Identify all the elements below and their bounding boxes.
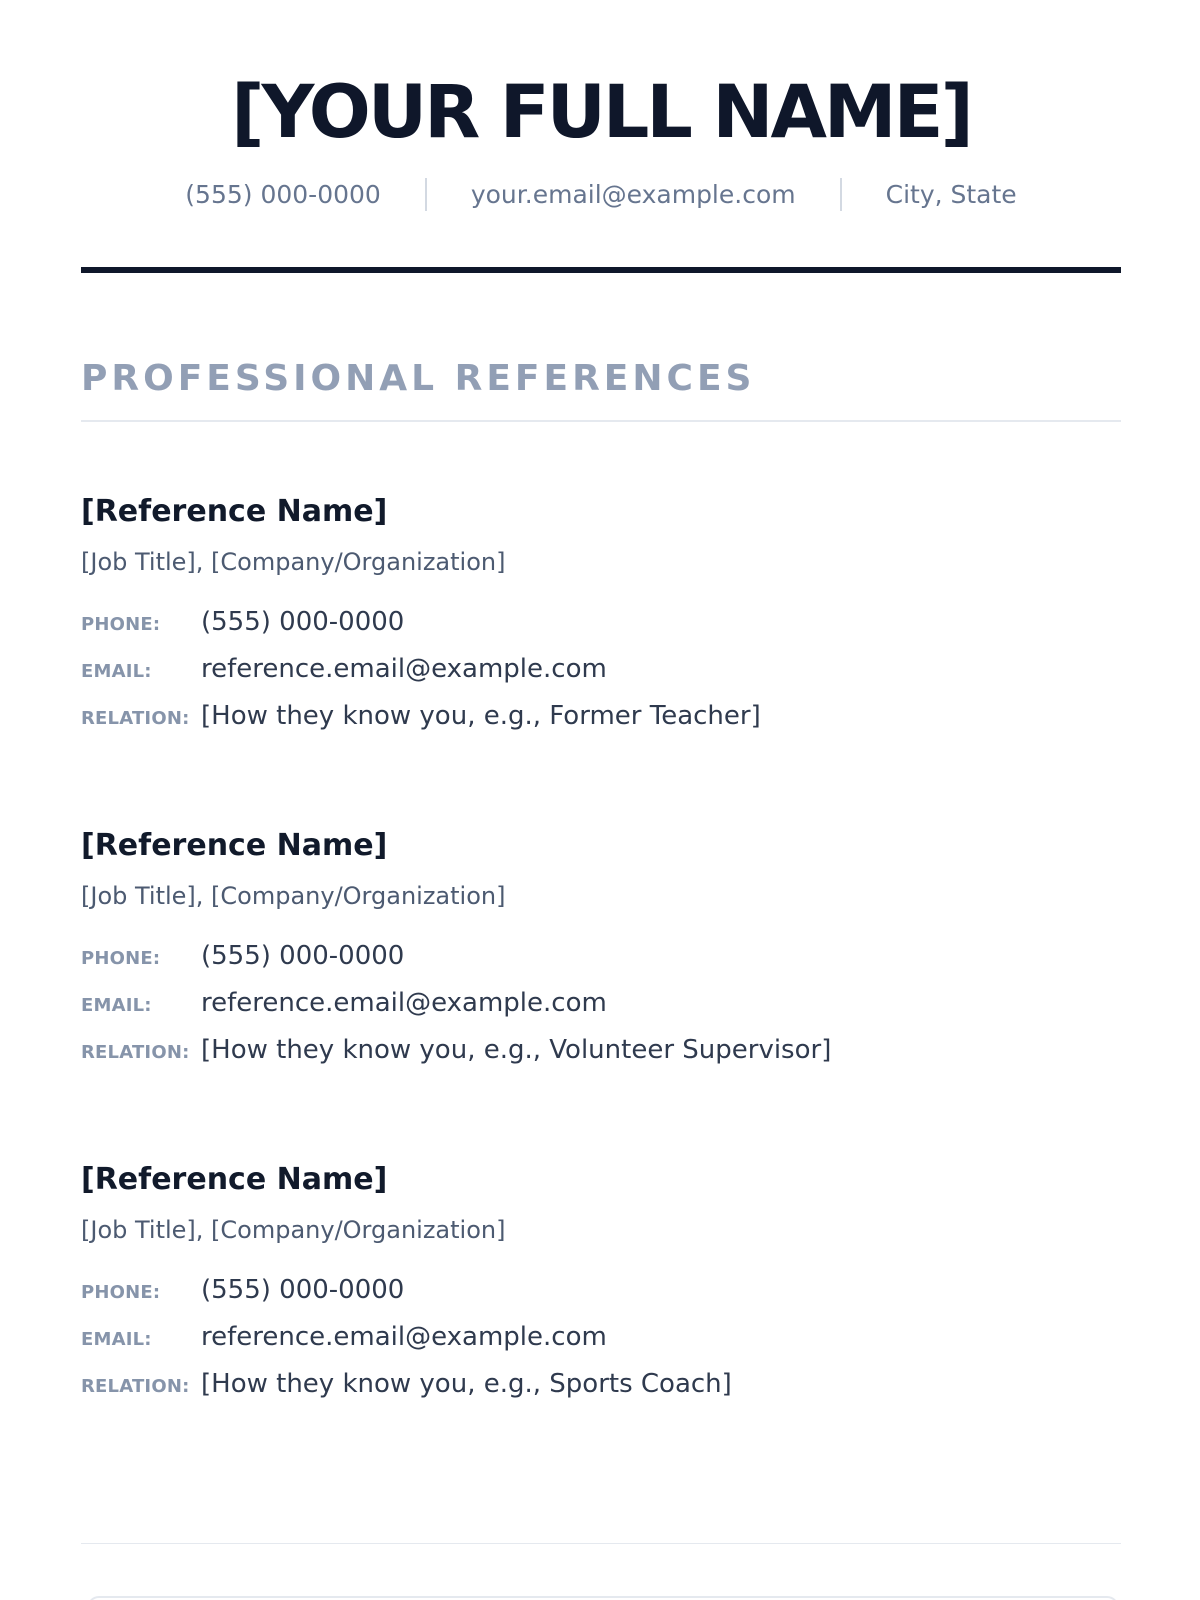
reference-email: reference.email@example.com	[201, 988, 607, 1018]
contact-info	[81, 178, 1121, 211]
contact-phone: (555) 000-0000	[185, 180, 381, 209]
reference-email-line	[81, 988, 1121, 1035]
reference-email: reference.email@example.com	[201, 654, 607, 684]
reference-relation-line	[81, 1369, 1121, 1416]
reference-email-line	[81, 1322, 1121, 1369]
footer-divider	[81, 1543, 1121, 1544]
email-label: EMAIL:	[81, 1329, 152, 1350]
reference-phone: (555) 000-0000	[201, 607, 405, 637]
section-divider	[81, 420, 1121, 422]
reference-entry	[81, 494, 1121, 748]
reference-job-title: [Job Title], [Company/Organization]	[81, 1216, 506, 1244]
reference-name: [Reference Name]	[81, 494, 388, 529]
reference-name: [Reference Name]	[81, 828, 388, 863]
phone-label: PHONE:	[81, 614, 161, 635]
section-title: PROFESSIONAL REFERENCES	[81, 358, 756, 399]
reference-relation: [How they know you, e.g., Sports Coach]	[201, 1369, 732, 1399]
reference-email-line	[81, 654, 1121, 701]
resume-page	[81, 0, 1121, 1600]
reference-phone: (555) 000-0000	[201, 941, 405, 971]
header-divider	[81, 267, 1121, 273]
reference-details	[81, 941, 1121, 1082]
reference-job-title: [Job Title], [Company/Organization]	[81, 548, 506, 576]
reference-relation-line	[81, 701, 1121, 748]
reference-name: [Reference Name]	[81, 1162, 388, 1197]
contact-location: City, State	[885, 180, 1017, 209]
email-label: EMAIL:	[81, 661, 152, 682]
reference-entry	[81, 828, 1121, 1082]
contact-separator	[840, 178, 842, 211]
phone-label: PHONE:	[81, 1282, 161, 1303]
reference-phone-line	[81, 941, 1121, 988]
relation-label: RELATION:	[81, 1042, 190, 1063]
reference-phone: (555) 000-0000	[201, 1275, 405, 1305]
relation-label: RELATION:	[81, 1376, 190, 1397]
full-name-heading: [YOUR FULL NAME]	[231, 70, 971, 155]
phone-label: PHONE:	[81, 948, 161, 969]
reference-job-title: [Job Title], [Company/Organization]	[81, 882, 506, 910]
footer-card	[87, 1596, 1119, 1600]
reference-details	[81, 607, 1121, 748]
reference-entry	[81, 1162, 1121, 1416]
reference-relation-line	[81, 1035, 1121, 1082]
contact-email: your.email@example.com	[470, 180, 796, 209]
reference-phone-line	[81, 1275, 1121, 1322]
reference-details	[81, 1275, 1121, 1416]
reference-relation: [How they know you, e.g., Former Teacher]	[201, 701, 761, 731]
relation-label: RELATION:	[81, 708, 190, 729]
reference-email: reference.email@example.com	[201, 1322, 607, 1352]
contact-separator	[425, 178, 427, 211]
reference-phone-line	[81, 607, 1121, 654]
reference-relation: [How they know you, e.g., Volunteer Supervisor]	[201, 1035, 832, 1065]
email-label: EMAIL:	[81, 995, 152, 1016]
